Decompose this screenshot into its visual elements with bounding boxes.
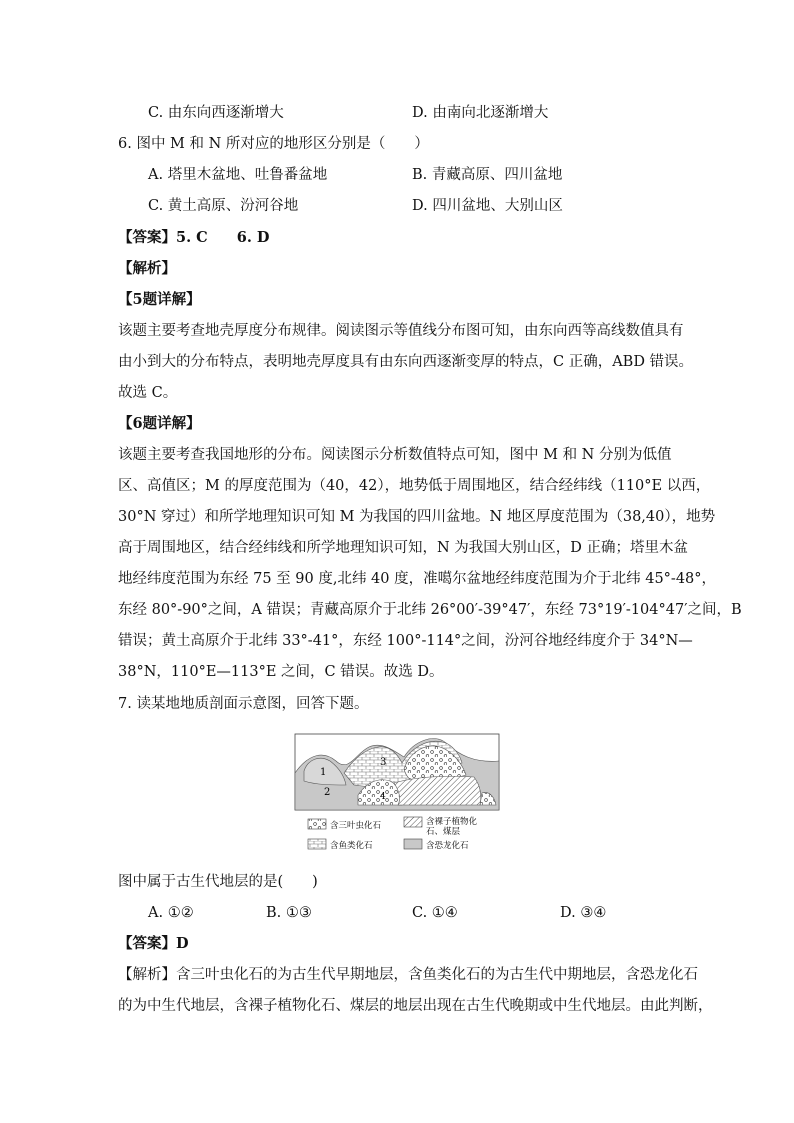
layer-gymnosperm: [394, 776, 481, 805]
analysis-7-line: 的为中生代地层，含裸子植物化石、煤层的地层出现在古生代晚期或中生代地层。由此判断，: [118, 998, 713, 1014]
detail6-line: 30°N 穿过）和所学地理知识可知 M 为我国的四川盆地。N 地区厚度范围为（38,40），地势: [118, 509, 716, 525]
detail5-line: 该题主要考查地壳厚度分布规律。阅读图示等值线分布图可知，由东向西等高线数值具有: [118, 323, 684, 339]
detail5-label: 【5题详解】: [118, 291, 201, 308]
layer-label-1: 1: [320, 767, 327, 778]
legend-fish: 含鱼类化石: [330, 841, 373, 851]
legend-trilobite: 含三叶虫化石: [330, 821, 382, 831]
legend-swatch-gymno: [404, 817, 422, 827]
q6-option-c: C. 黄土高原、汾河谷地: [148, 198, 299, 214]
legend-swatch-dino: [404, 839, 422, 849]
q6-option-a: A. 塔里木盆地、吐鲁番盆地: [148, 167, 328, 183]
q7-option-c: C. ①④: [412, 905, 458, 921]
legend-dino: 含恐龙化石: [426, 841, 469, 851]
detail5-line: 故选 C。: [118, 385, 178, 401]
q5-option-c: C. 由东向西逐渐增大: [148, 105, 284, 121]
analysis-7-line: 【解析】含三叶虫化石的为古生代早期地层，含鱼类化石的为古生代中期地层，含恐龙化石: [118, 967, 698, 983]
q7-option-b: B. ①③: [266, 905, 312, 921]
detail6-line: 东经 80°-90°之间，A 错误；青藏高原介于北纬 26°00′-39°47′，东经 73°19′-104°47′之间，B: [118, 602, 742, 618]
q7-stem: 7. 读某地地质剖面示意图，回答下题。: [118, 696, 369, 712]
layer-label-3: 3: [380, 757, 387, 768]
detail6-line: 区、高值区；M 的厚度范围为（40，42），地势低于周围地区，结合经纬线（110°E 以西，: [118, 478, 711, 494]
detail5-line: 由小到大的分布特点，表明地壳厚度具有由东向西逐渐变厚的特点，C 正确，ABD 错误。: [118, 354, 694, 370]
detail6-line: 高于周围地区，结合经纬线和所学地理知识可知，N 为我国大别山区，D 正确；塔里木盆: [118, 540, 689, 556]
q7-option-a: A. ①②: [148, 905, 194, 921]
detail6-line: 该题主要考查我国地形的分布。阅读图示分析数值特点可知，图中 M 和 N 分别为低值: [118, 447, 672, 463]
analysis-label: 【解析】: [118, 260, 176, 277]
answer-7: 【答案】D: [118, 935, 189, 952]
legend-swatch-fish: [308, 839, 326, 849]
detail6-line: 地经纬度范围为东经 75 至 90 度,北纬 40 度，准噶尔盆地经纬度范围为介于北纬 45°-48°，: [118, 571, 717, 587]
layer-label-4: 4: [380, 792, 386, 802]
detail6-line: 38°N，110°E—113°E 之间，C 错误。故选 D。: [118, 664, 444, 680]
legend-swatch-trilobite: [308, 819, 326, 829]
answer-5-6: 【答案】5. C 6. D: [118, 229, 270, 246]
q5-option-d: D. 由南向北逐渐增大: [412, 105, 549, 121]
q6-option-b: B. 青藏高原、四川盆地: [412, 167, 563, 183]
q7-option-d: D. ③④: [560, 905, 607, 921]
q6-option-d: D. 四川盆地、大别山区: [412, 198, 563, 214]
q7-question: 图中属于古生代地层的是( ): [118, 874, 318, 890]
detail6-line: 错误；黄土高原介于北纬 33°-41°，东经 100°-114°之间，汾河谷地经纬度介于 34°N—: [118, 633, 693, 649]
q6-stem: 6. 图中 M 和 N 所对应的地形区分别是（ ）: [118, 136, 429, 152]
detail6-label: 【6题详解】: [118, 415, 201, 432]
legend-gymno-1: 含裸子植物化: [426, 817, 478, 827]
layer-label-2: 2: [324, 787, 331, 798]
legend-gymno-2: 石、煤层: [426, 827, 461, 837]
geologic-section-figure: [294, 733, 500, 857]
